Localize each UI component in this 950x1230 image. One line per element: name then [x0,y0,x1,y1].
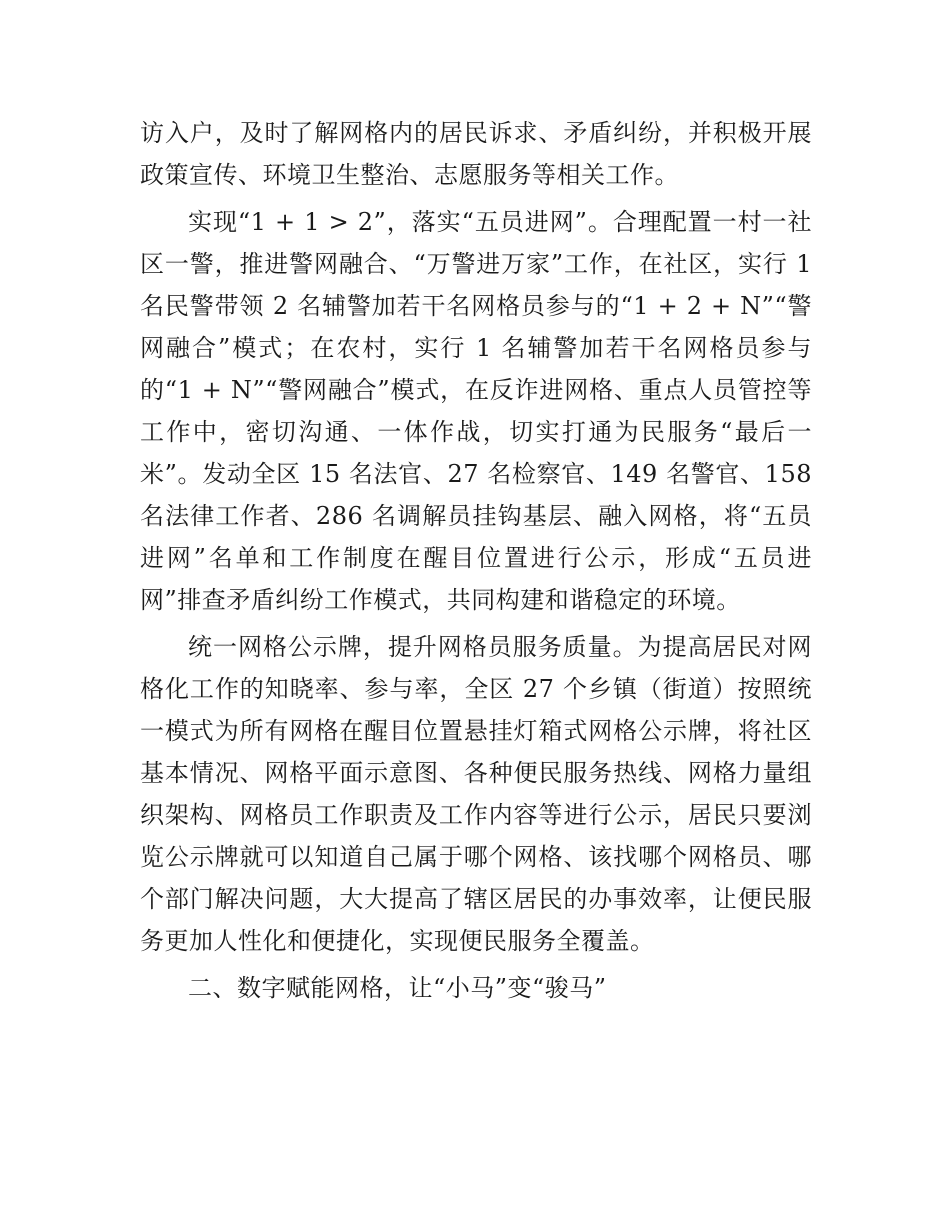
paragraph-grid-signboard: 统一网格公示牌，提升网格员服务质量。为提高居民对网格化工作的知晓率、参与率，全区 27 个乡镇（街道）按照统一模式为所有网格在醒目位置悬挂灯箱式网格公示牌，将社区基本情况、网格平面示意图、各种便民服务热线、网格力量组织架构、网格员工作职责及工作内容等进行公示，居民只要浏览公示牌就可以知道自己属于哪个网格、该找哪个网格员、哪个部门解决问题，大大提高了辖区居民的办事效率，让便民服务更加人性化和便捷化，实现便民服务全覆盖。 [140,633,812,955]
document-body [140,112,812,1014]
section-heading-digital-empowerment: 二、数字赋能网格，让“小马”变“骏马” [188,974,607,1002]
paragraph-five-members-in-grid: 实现“1 + 1 > 2”，落实“五员进网”。合理配置一村一社区一警，推进警网融合、“万警进万家”工作，在社区，实行 1 名民警带领 2 名辅警加若干名网格员参与的“1 + 2 + N”“警网融合”模式；在农村，实行 1 名辅警加若干名网格员参与的“1 + N”“警网融合”模式，在反诈进网格、重点人员管控等工作中，密切沟通、一体作战，切实打通为民服务“最后一米”。发动全区 15 名法官、27 名检察官、149 名警官、158 名法律工作者、286 名调解员挂钩基层、融入网格，将“五员进网”名单和工作制度在醒目位置进行公示，形成“五员进网”排查矛盾纠纷工作模式，共同构建和谐稳定的环境。 [140,208,812,614]
paragraph-continuation: 访入户，及时了解网格内的居民诉求、矛盾纠纷，并积极开展政策宣传、环境卫生整治、志愿服务等相关工作。 [140,119,812,189]
